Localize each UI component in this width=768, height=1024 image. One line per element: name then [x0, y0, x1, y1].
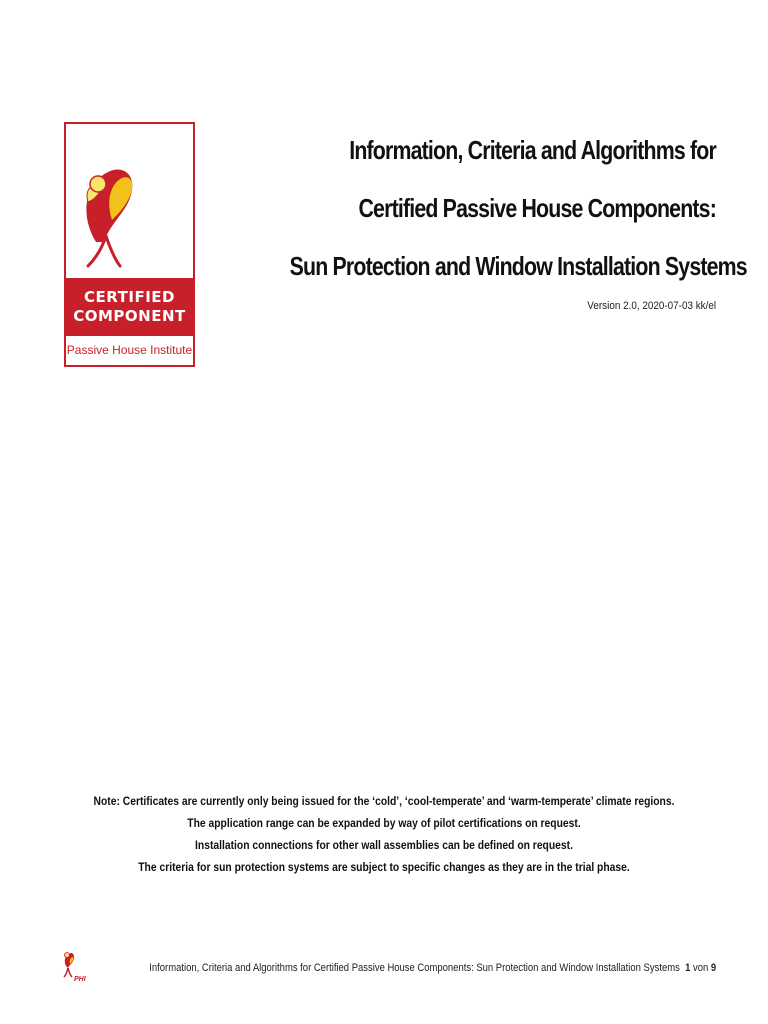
- page-separator: von: [692, 962, 709, 974]
- phi-logo-text: PHI: [74, 976, 86, 983]
- title-line-2: Certified Passive House Components:: [358, 193, 716, 223]
- passive-house-logo-icon: [66, 124, 193, 278]
- certified-component-badge: [64, 122, 195, 367]
- footer-title: Information, Criteria and Algorithms for Certified Passive House Components: Sun Protection and Window Installation Systems: [149, 962, 680, 974]
- badge-institute: Passive House Institute: [66, 343, 193, 357]
- note-line: The criteria for sun protection systems are subject to specific changes as they are in the trial phase.: [138, 860, 630, 874]
- certified-component-band: [66, 278, 193, 336]
- document-title: [196, 128, 747, 302]
- notes-block: [0, 790, 768, 878]
- badge-line-2: COMPONENT: [73, 307, 186, 325]
- page-footer: [149, 962, 716, 974]
- page-current: 1: [684, 962, 691, 974]
- note-line: Note: Certificates are currently only being issued for the ‘cold’, ‘cool-temperate’ and ‘warm-temperate’ climate regions.: [93, 794, 675, 808]
- title-line-1: Information, Criteria and Algorithms for: [349, 135, 716, 165]
- badge-line-1: CERTIFIED: [84, 288, 175, 306]
- title-line-3: Sun Protection and Window Installation Systems: [289, 251, 747, 281]
- note-line: Installation connections for other wall assemblies can be defined on request.: [195, 838, 573, 852]
- version-text: Version 2.0, 2020-07-03 kk/el: [587, 300, 716, 312]
- page-total: 9: [710, 962, 716, 974]
- note-line: The application range can be expanded by way of pilot certifications on request.: [187, 816, 581, 830]
- phi-logo-icon: [60, 948, 90, 984]
